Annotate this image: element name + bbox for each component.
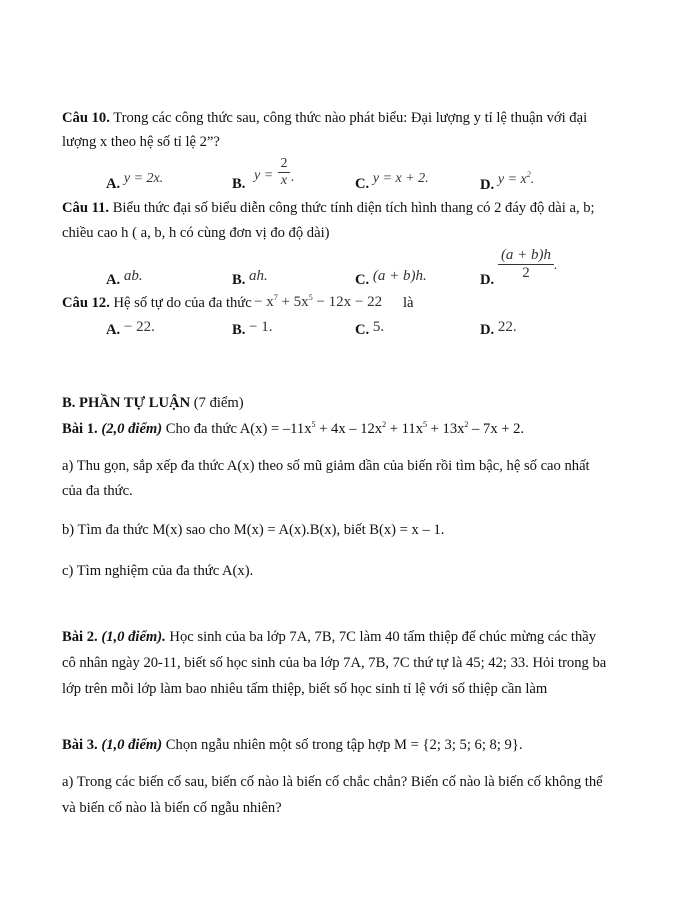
bai1-statement — [62, 420, 524, 438]
text: Chọn ngẫu nhiên một số trong tập hợp M = {2; 3; 5; 6; 8; 9}. — [162, 737, 523, 753]
q12-option-d[interactable] — [480, 319, 517, 339]
q10-text2: lượng x theo hệ số tỉ lệ 2”? — [62, 134, 220, 150]
fraction-numerator: 2 — [280, 156, 288, 171]
bai2-line3: lớp trên mỗi lớp làm bao nhiêu tấm thiệp, biết số học sinh tỉ lệ với số thiệp cần làm — [62, 681, 548, 697]
option-letter: A. — [106, 272, 121, 288]
exponent: 2 — [526, 170, 531, 179]
bai2-points: (1,0 điểm). — [97, 629, 166, 645]
option-formula: ab. — [123, 268, 143, 284]
poly-term: + 5x — [277, 294, 309, 310]
q12-option-b[interactable] — [232, 319, 273, 339]
option-formula: y = x — [497, 172, 527, 187]
q10-line1 — [62, 110, 587, 127]
option-formula: y = x + 2. — [372, 171, 429, 186]
option-letter: C. — [355, 322, 370, 338]
q12-line — [62, 295, 252, 312]
option-letter: C. — [355, 176, 370, 192]
bai3-part-a-line1: a) Trong các biến cố sau, biến cố nào là biến cố chắc chắn? Biến cố nào là biến cố không thể — [62, 774, 603, 790]
bai1-part-b: b) Tìm đa thức M(x) sao cho M(x) = A(x).B(x), biết B(x) = x – 1. — [62, 522, 445, 538]
fraction-denominator: x — [278, 172, 290, 189]
text: + 13x — [427, 421, 465, 437]
option-letter: B. — [232, 176, 246, 192]
q12-text: Hệ số tự do của đa thức — [109, 295, 252, 311]
q10-label: Câu 10. — [62, 110, 110, 126]
q11-option-b[interactable] — [232, 268, 268, 289]
q10-text1: Trong các công thức sau, công thức nào phát biểu: Đại lượng y tỉ lệ thuận với đại — [109, 110, 588, 126]
bai2-label: Bài 2. — [62, 629, 98, 645]
exponent: 5 — [311, 420, 316, 429]
q11-option-d[interactable] — [480, 272, 494, 289]
option-letter: A. — [106, 176, 121, 192]
option-letter: D. — [480, 177, 495, 193]
exponent: 5 — [423, 420, 427, 429]
option-letter: B. — [232, 272, 246, 288]
option-formula: ah. — [249, 268, 268, 284]
q11-line1 — [62, 200, 595, 217]
bai3-statement — [62, 737, 522, 754]
q12-text-after: là — [403, 295, 414, 311]
option-formula: y = 2x. — [123, 171, 164, 186]
dot: . — [530, 172, 535, 187]
q11-text1: Biểu thức đại số biểu diễn công thức tính diện tích hình thang có 2 đáy độ dài a, b; — [109, 200, 595, 216]
q11-label: Câu 11. — [62, 200, 110, 216]
option-formula: − 22. — [123, 319, 155, 335]
bai1-points: (2,0 điểm) — [97, 421, 163, 437]
text: Học sinh của ba lớp 7A, 7B, 7C làm 40 tấm thiệp để chúc mừng các thầy — [165, 629, 597, 645]
fraction-numerator: (a + b)h — [500, 247, 552, 263]
bai2-line2: cô nhân ngày 20-11, biết số học sinh của ba lớp 7A, 7B, 7C thứ tự là 45; 42; 33. Hỏi trong ba — [62, 655, 607, 671]
text: + 11x — [386, 421, 423, 437]
bai2-line1 — [62, 629, 596, 646]
option-letter: D. — [480, 322, 495, 338]
q11-d-dot: . — [554, 258, 558, 273]
q10-option-c[interactable] — [355, 171, 429, 193]
q10-option-d[interactable] — [480, 170, 535, 194]
text: + 4x – 12x — [315, 421, 383, 437]
q11-option-c[interactable] — [355, 268, 427, 289]
q12-option-c[interactable] — [355, 319, 385, 339]
part-b-title: B. PHẦN TỰ LUẬN — [62, 395, 191, 411]
bai3-points: (1,0 điểm) — [97, 737, 163, 753]
bai3-part-a-line2: và biến cố nào là biến cố ngẫu nhiên? — [62, 800, 282, 816]
q11-d-fraction — [498, 247, 554, 282]
option-formula: (a + b)h. — [372, 268, 427, 284]
q10-b-fraction — [278, 156, 290, 189]
q10-option-b[interactable] — [232, 176, 245, 193]
part-b-heading — [62, 395, 244, 412]
option-letter: D. — [480, 272, 495, 288]
q11-option-a[interactable] — [106, 268, 143, 289]
poly-term: − 12x − 22 — [312, 294, 383, 310]
text: Cho đa thức A(x) = –11x — [162, 421, 312, 437]
part-b-points: (7 điểm) — [190, 395, 244, 411]
q11-text2: chiều cao h ( a, b, h có cùng đơn vị đo độ dài) — [62, 225, 330, 241]
exponent: 7 — [273, 293, 278, 302]
bai3-label: Bài 3. — [62, 737, 98, 753]
bai1-label: Bài 1. — [62, 421, 98, 437]
option-letter: B. — [232, 322, 246, 338]
option-formula: 22. — [497, 319, 517, 335]
q10-b-lhs: y = — [254, 168, 274, 183]
option-letter: C. — [355, 272, 370, 288]
bai1-part-c: c) Tìm nghiệm của đa thức A(x). — [62, 563, 254, 579]
q12-label: Câu 12. — [62, 295, 110, 311]
fraction-denominator: 2 — [498, 264, 554, 282]
poly-term: − x — [254, 294, 274, 310]
bai1-part-a-line1: a) Thu gọn, sắp xếp đa thức A(x) theo số mũ giảm dần của biến rồi tìm bậc, hệ số cao nhất — [62, 458, 590, 474]
text: – 7x + 2. — [468, 421, 525, 437]
q10-option-a[interactable] — [106, 171, 164, 193]
exponent: 2 — [382, 420, 387, 429]
q12-polynomial — [254, 293, 382, 311]
exponent: 2 — [464, 420, 469, 429]
option-letter: A. — [106, 322, 121, 338]
exponent: 5 — [308, 293, 313, 302]
option-formula: − 1. — [249, 319, 273, 335]
bai1-part-a-line2: của đa thức. — [62, 483, 133, 499]
q12-option-a[interactable] — [106, 319, 155, 339]
option-formula: 5. — [372, 319, 385, 335]
q10-b-dot: . — [291, 170, 295, 185]
